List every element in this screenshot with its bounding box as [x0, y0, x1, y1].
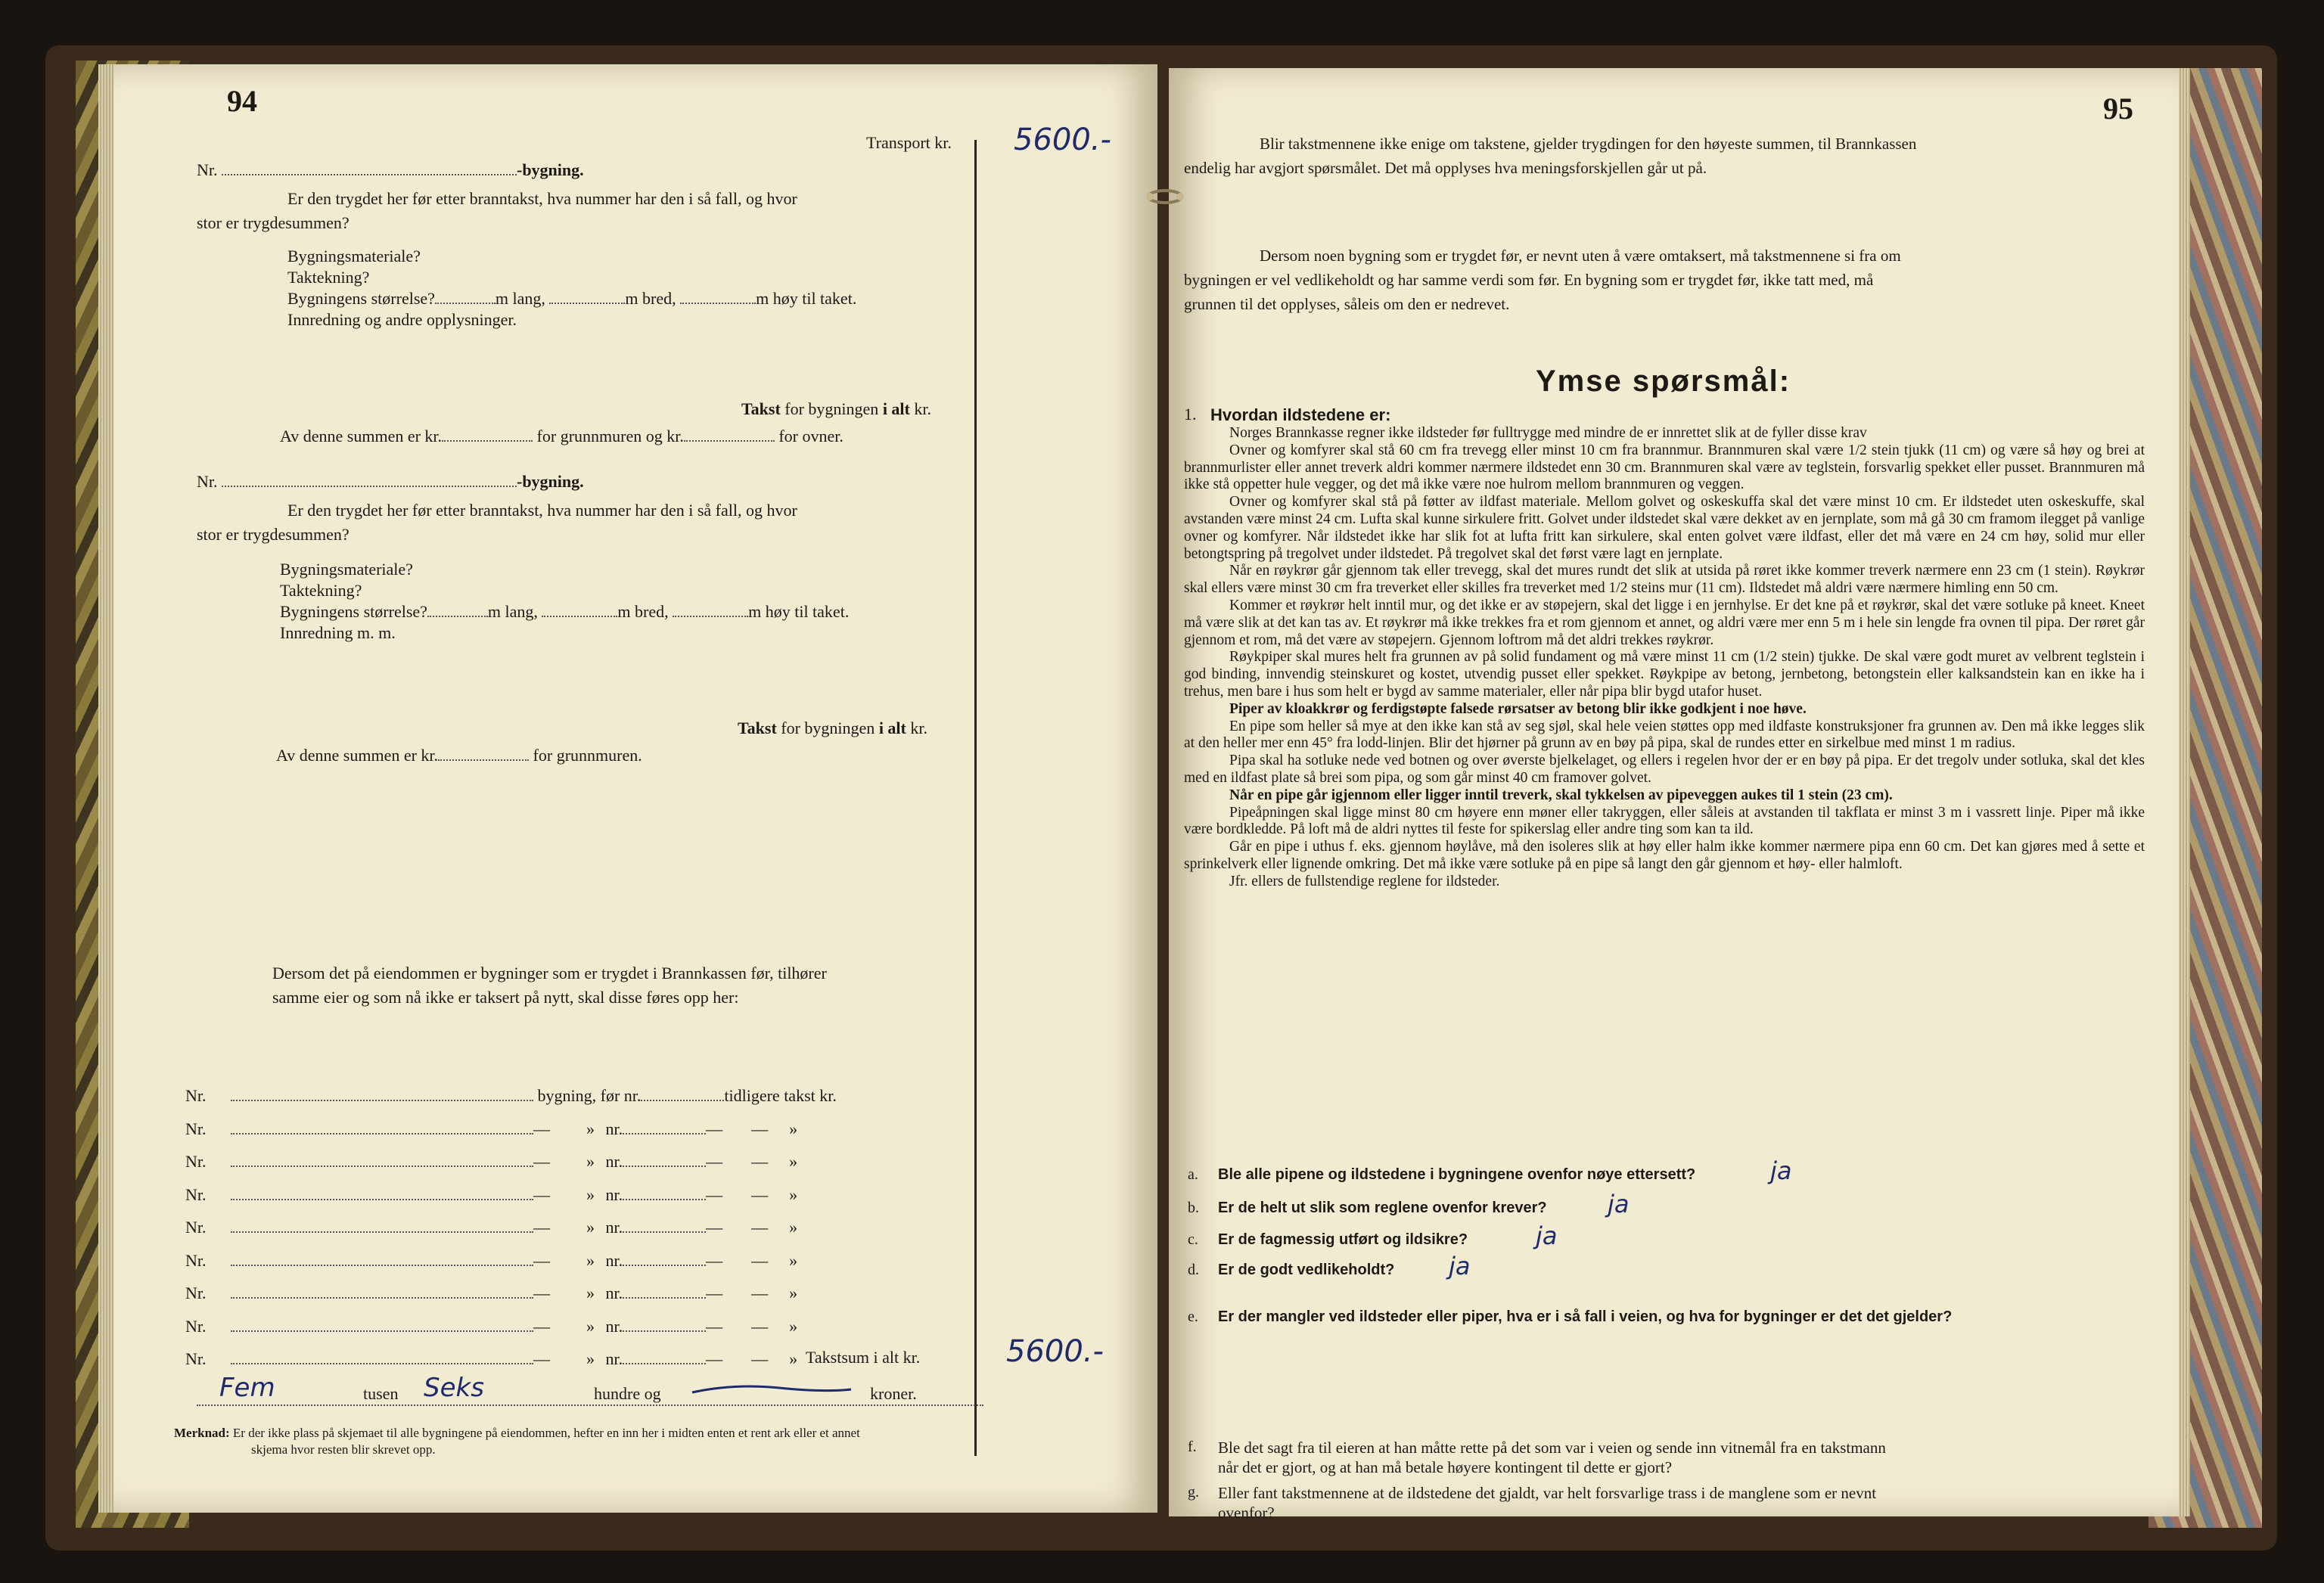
rule-paragraph: Norges Brannkasse regner ikke ildsteder før fulltrygge med mindre de er innrettet slik at de fyller disse krav [1229, 425, 1867, 441]
qa-answer: ja [1770, 1156, 1792, 1185]
width-label: m bred, [625, 289, 676, 308]
row-dots [231, 1363, 533, 1364]
row-dash: — [706, 1218, 723, 1237]
qc-letter: c. [1188, 1231, 1198, 1248]
row-dots [231, 1330, 533, 1332]
qg-text-1: Eller fant takstmennene at de ildstedene det gjaldt, var helt forsvarlige trass i de manglene som er nevnt [1218, 1484, 1877, 1502]
rule-paragraph: Piper av kloakkrør og ferdigstøpte falsede rørsatser av betong blir ikke godkjent i noe høve. [1229, 700, 1807, 717]
rule-paragraph: Når en pipe går igjennom eller ligger inntil treverk, skal tykkelsen av pipeveggen aukes til 1 stein (23 cm). [1229, 787, 1893, 803]
building2-material: Bygningsmateriale? [280, 560, 413, 579]
takst-kr: kr. [910, 719, 927, 737]
amount-words-dash [688, 1379, 855, 1401]
qd-text: Er de godt vedlikeholdt? [1218, 1262, 1395, 1278]
row-quote: » [586, 1184, 595, 1204]
row-nr-label: Nr. [185, 1086, 207, 1105]
ovner-label: for ovner. [778, 427, 844, 445]
length-label: m lang, [487, 602, 538, 621]
row-nr-label: Nr. [185, 1218, 207, 1237]
row-dash: — [751, 1119, 769, 1138]
qg-letter: g. [1188, 1484, 1199, 1501]
row-quote: » [586, 1152, 595, 1171]
row-nr2-label: nr. [601, 1218, 623, 1237]
row-dash: — [533, 1349, 550, 1368]
merknad-label: Merknad: [174, 1426, 230, 1440]
sum-label: Av denne summen er kr. [280, 427, 443, 445]
qb-answer: ja [1608, 1190, 1630, 1218]
building1-question-2: stor er trygdesummen? [197, 213, 350, 232]
row-dots [231, 1100, 533, 1101]
takstsum-label: Takstsum i alt kr. [806, 1348, 921, 1367]
previous-building-row [185, 1186, 804, 1204]
row-dash: — [533, 1283, 550, 1302]
building1-nr [197, 161, 584, 179]
qc-text: Er de fagmessig utført og ildsikre? [1218, 1231, 1468, 1248]
transport-label: Transport kr. [866, 133, 952, 152]
rule-paragraph: Ovner og komfyrer skal stå 60 cm fra trevegg eller minst 10 cm fra brannmur. Brannmuren skal være 1/2 stein tjukk (11 cm) og være så høy og brei at brannmurlister eller annet treverk aldri kommer nærmere ildstedet enn 30 cm. Brannmuren skal være av teglstein, forsvarlig spekket eller pusset. Brannmuren må ikke stå oppetter hule vegger, og det må ikke være noe hulrom mellom brannmuren og veggen. [1184, 442, 2145, 493]
row-nr-label: Nr. [185, 1349, 207, 1368]
row-quote: » [789, 1250, 798, 1270]
row-dots [623, 1231, 706, 1233]
row-nr2-label: nr. [601, 1316, 623, 1336]
row-quote: » [586, 1250, 595, 1270]
dots [684, 440, 775, 442]
previous-buildings-intro-2: samme eier og som nå ikke er taksert på nytt, skal disse føres opp her: [272, 988, 739, 1007]
qf-text-1: Ble det sagt fra til eieren at han måtte rette på det som var i veien og sende inn vitnemål fra en takstmann [1218, 1439, 1886, 1457]
row-dash: — [706, 1119, 723, 1138]
intro-line-1: Blir takstmennene ikke enige om takstene, gjelder trygdingen for den høyeste summen, til Brannkassen [1260, 135, 1917, 153]
takst-i-alt: i alt [882, 399, 910, 418]
qg-text-2: ovenfor? [1218, 1504, 1275, 1522]
row-nr-label: Nr. [185, 1152, 207, 1171]
rule-paragraph: Når en røykrør går gjennom tak eller trevegg, skal det mures rundt det slik at utsida på røret ikke kommer treverk nærmere enn 23 cm (1 stein). Røykrør skal ellers være minst 30 cm fra treverket eller skilles fra treverket med 1/2 steins mur (11 cm). Ildstedet må aldri være nærmere himling enn 50 cm. [1184, 563, 2145, 597]
row-nr2-label: nr. [601, 1184, 623, 1204]
rule-paragraph: Går en pipe i uthus f. eks. gjennom høylåve, må den isoleres slik at høy eller halm ikke kommer nærmere pipa enn 60 cm. Det kan gjøres med å sette et sprinkelverk eller lignende omkring. Det må ikke være sotluke på en pipe så langt den går gjennom et høy- eller halmloft. [1184, 839, 2145, 872]
merknad-text: Er der ikke plass på skjemaet til alle bygningene på eiendommen, hefter en inn her i midten enten et rent ark eller et annet [232, 1426, 860, 1440]
row-dots [623, 1265, 706, 1266]
row-nr2-label: nr. [601, 1349, 623, 1368]
row-dash: — [533, 1316, 550, 1336]
qa-text: Ble alle pipene og ildstedene i bygningene ovenfor nøye ettersett? [1218, 1166, 1696, 1183]
rule-paragraph: En pipe som heller så mye at den ikke kan stå av seg sjøl, skal hele veien støttes opp med ildfaste konstruksjoner fra grunnen av. Den må ikke legges slik at den heller mer enn 45° fra lodd-linjen. Blir det hjørner på grunn av en bøy på pipa, skal de rundes etter en sirkelbue med minst 1 m radius. [1184, 718, 2145, 752]
takst-for-building: for bygningen [785, 399, 879, 418]
dots [549, 303, 625, 304]
row-nr2-label: nr. [623, 1086, 642, 1105]
building1-type: -bygning. [517, 160, 584, 179]
previous-building-row [185, 1218, 804, 1237]
row-nr2-label: nr. [601, 1119, 623, 1138]
kroner-label: kroner. [870, 1384, 917, 1403]
row-dash: — [751, 1283, 769, 1302]
sum-breakdown-2 [276, 746, 642, 765]
amount-words-hundreds: Seks [424, 1373, 484, 1403]
row-dash: — [706, 1283, 723, 1302]
row-quote: » [586, 1218, 595, 1237]
row-quote: » [789, 1184, 798, 1204]
rule-paragraph: Pipa skal ha sotluke nede ved botnen og over øverste bjelkelaget, og ellers i regelen hvor der er en bøy på pipa. Er det tregolv under sotluka, skal det kles med en ildfast plate så brei som pipa, og som går minst 40 cm framover golvet. [1184, 753, 2145, 786]
row-nr-label: Nr. [185, 1316, 207, 1336]
row-dots [623, 1133, 706, 1134]
rule-paragraph: Kommer et røykrør helt inntil mur, og det ikke er av støpejern, skal det ligge i en jernhylse. Er det kne på et røykrør, skal det være sotluke på kneet. Kneet må være slik at det kan tas av. Et røykrør må ikke trekkes fra et rom gjennom et annet, og aldri være mer enn 5 m i hele sin lengde fra ovnen til pipa. Der røret går gjennom et rom, må det være av støpejern. Gjennom loftrom må det aldri trekkes røykrør. [1184, 597, 2145, 648]
tusen-label: tusen [363, 1384, 399, 1403]
row-nr2-label: nr. [601, 1250, 623, 1270]
building1-size [287, 290, 856, 308]
row-dash: — [751, 1184, 769, 1204]
row-dash: — [751, 1218, 769, 1237]
rule-paragraph: Ovner og komfyrer skal stå på føtter av ildfast materiale. Mellom golvet og oskeskuffa skal det være minst 10 cm. Er ildstedet uten oskeskuffe, skal avstanden være minst 24 cm. Lufta skal kunne sirkulere fritt. Golvet under ildstedet skal være dekket av en jernplate, som må gå 30 cm framom ilegget på vanlige ovner og komfyrer. Når ildstedet ikke har slik fot at lufta fritt kan sirkulere, skal enten golvet være ildfast, eller det må være en 24 cm høy, solid mur eller betongtspring på tregolvet under ildstedet. På tregolvet skal det først være lagt en jernplate. [1184, 494, 2145, 562]
takstsum-value: 5600.- [1006, 1334, 1104, 1369]
row-quote: » [586, 1283, 595, 1302]
omtaksert-line-2: bygningen er vel vedlikeholdt og har samme verdi som før. En bygning som er trygdet før, ikke tatt med, må [1184, 271, 1874, 289]
sum-breakdown-1 [280, 427, 844, 445]
row-dots [231, 1297, 533, 1299]
merknad-line-2: skjema hvor resten blir skrevet opp. [251, 1442, 436, 1457]
row-quote: » [586, 1119, 595, 1138]
page-number-left: 94 [227, 84, 257, 118]
omtaksert-line-1: Dersom noen bygning som er trygdet før, er nevnt uten å være omtaksert, må takstmennene si fra om [1260, 247, 1901, 265]
omtaksert-line-3: grunnen til det opplyses, såleis om den er nedrevet. [1184, 295, 1510, 313]
row-nr-label: Nr. [185, 1250, 207, 1270]
dots [673, 616, 748, 617]
row-dash: — [533, 1184, 550, 1204]
intro-line-2: endelig har avgjort spørsmålet. Det må opplyses hva meningsforskjellen går ut på. [1184, 159, 1707, 177]
row-dots [623, 1166, 706, 1167]
q1-title: Hvordan ildstedene er: [1210, 405, 1391, 424]
building2-type: -bygning. [517, 472, 584, 491]
height-label: m høy til taket. [756, 289, 857, 308]
dots [435, 303, 496, 304]
previous-building-row [185, 1153, 804, 1171]
dots [438, 759, 529, 761]
row-dash: — [751, 1250, 769, 1270]
grunnmur-label: for grunnmuren og kr. [536, 427, 684, 445]
dots [680, 303, 756, 304]
takst-i-alt: i alt [878, 719, 906, 737]
row-nr-label: Nr. [185, 1184, 207, 1204]
building1-question: Er den trygdet her før etter branntakst, hva nummer har den i så fall, og hvor [287, 189, 797, 208]
building1-dotted [222, 174, 517, 175]
row-quote: » [586, 1316, 595, 1336]
building1-size-label: Bygningens størrelse? [287, 289, 435, 308]
row-dots [231, 1166, 533, 1167]
grunnmur-label: for grunnmuren. [533, 746, 642, 765]
takst-word: Takst [738, 719, 777, 737]
height-label: m høy til taket. [748, 602, 850, 621]
row-dash: — [533, 1218, 550, 1237]
q1-number: 1. [1184, 405, 1197, 424]
qd-answer: ja [1449, 1252, 1471, 1280]
binding-stitch [1142, 185, 1188, 208]
row-nr-label: Nr. [185, 1119, 207, 1138]
building2-dotted [222, 486, 517, 487]
row-dots [623, 1297, 706, 1299]
qb-text: Er de helt ut slik som reglene ovenfor krever? [1218, 1200, 1547, 1216]
row-tidligere-label: tidligere takst kr. [724, 1086, 837, 1105]
row-dash: — [751, 1349, 769, 1368]
row-quote: » [789, 1316, 798, 1336]
building2-roof: Taktekning? [280, 581, 362, 600]
previous-building-row [185, 1284, 804, 1302]
fire-rules-text [1184, 425, 2145, 891]
takst-total-2 [738, 719, 927, 737]
dots [427, 616, 488, 617]
building2-interior: Innredning m. m. [280, 623, 396, 642]
row-bygning-label: bygning, før [533, 1086, 624, 1105]
row-nr2-label: nr. [601, 1283, 623, 1302]
row-dash: — [706, 1250, 723, 1270]
qd-letter: d. [1188, 1262, 1199, 1278]
previous-building-row [185, 1318, 804, 1336]
building1-nr-label: Nr. [197, 160, 218, 179]
building1-roof: Taktekning? [287, 268, 370, 287]
building2-size [280, 603, 849, 621]
section-heading: Ymse spørsmål: [1536, 365, 1791, 398]
row-quote: » [789, 1218, 798, 1237]
qe-text: Er der mangler ved ildsteder eller piper, hva er i så fall i veien, og hva for bygninger er det det gjelder? [1218, 1308, 1953, 1325]
row-dots [641, 1100, 724, 1101]
building2-size-label: Bygningens størrelse? [280, 602, 427, 621]
row-dash: — [533, 1152, 550, 1171]
takst-for-building: for bygningen [781, 719, 875, 737]
qc-answer: ja [1536, 1221, 1558, 1250]
width-label: m bred, [617, 602, 669, 621]
amount-column-rule [974, 140, 977, 1456]
amount-words-thousands: Fem [219, 1373, 275, 1403]
row-dash: — [706, 1349, 723, 1368]
row-dash: — [751, 1316, 769, 1336]
building1-material: Bygningsmateriale? [287, 247, 421, 265]
previous-building-row [185, 1350, 804, 1368]
page-number-right: 95 [2103, 92, 2133, 126]
qe-letter: e. [1188, 1308, 1198, 1325]
previous-building-row [185, 1087, 837, 1105]
row-dots [231, 1231, 533, 1233]
row-dots [623, 1363, 706, 1364]
rule-paragraph: Røykpiper skal mures helt fra grunnen av på solid fundament og må være minst 11 cm (1/2 stein) tjukke. De skal være godt muret av velbrent teglstein i god binding, innvendig steinskuret og kostet, utvendig pusset eller spekket. Røykpipe av betong, jernbetong, betongstein eller kalksandstein kan en ikke ha i trehus, men bare i hus som helt er bygd av samme materialer, eller når pipa blir bygd utafor huset. [1184, 649, 2145, 700]
qf-letter: f. [1188, 1439, 1197, 1455]
transport-value: 5600.- [1014, 123, 1111, 157]
row-dash: — [706, 1152, 723, 1171]
row-dash: — [533, 1119, 550, 1138]
rule-paragraph: Pipeåpningen skal ligge minst 80 cm høyere enn møner eller takryggen, eller såleis at avstanden til takflata er minst 3 m i vassrett linje. Piper må ikke være bordkledde. På loft må de aldri nyttes til feste for spikerslag eller andre ting som kan ta ild. [1184, 804, 2145, 838]
words-line [197, 1405, 983, 1406]
takst-word: Takst [741, 399, 781, 418]
rule-paragraph: Jfr. ellers de fullstendige reglene for ildsteder. [1229, 873, 1500, 889]
row-quote: » [789, 1283, 798, 1302]
sum-label: Av denne summen er kr. [276, 746, 439, 765]
qb-letter: b. [1188, 1200, 1199, 1216]
row-dots [231, 1265, 533, 1266]
takst-kr: kr. [914, 399, 931, 418]
left-page [113, 64, 1157, 1513]
building2-question-2: stor er trygdesummen? [197, 525, 350, 544]
row-quote: » [586, 1349, 595, 1368]
row-quote: » [789, 1152, 798, 1171]
takst-total-1 [741, 400, 931, 418]
previous-building-row [185, 1120, 804, 1138]
merknad-line-1 [174, 1426, 860, 1441]
row-nr2-label: nr. [601, 1152, 623, 1171]
building1-interior: Innredning og andre opplysninger. [287, 310, 517, 329]
row-nr-label: Nr. [185, 1283, 207, 1302]
building2-nr-label: Nr. [197, 472, 218, 491]
row-dash: — [706, 1316, 723, 1336]
length-label: m lang, [495, 289, 545, 308]
row-dots [231, 1199, 533, 1200]
qa-letter: a. [1188, 1166, 1198, 1183]
row-quote: » [789, 1349, 798, 1368]
row-dots [231, 1133, 533, 1134]
right-page [1169, 68, 2179, 1522]
hundre-label: hundre og [594, 1384, 661, 1403]
row-dash: — [751, 1152, 769, 1171]
building2-nr [197, 473, 584, 491]
row-dash: — [706, 1184, 723, 1204]
previous-building-row [185, 1252, 804, 1270]
previous-buildings-intro: Dersom det på eiendommen er bygninger som er trygdet i Brannkassen før, tilhører [272, 964, 827, 982]
row-quote: » [789, 1119, 798, 1138]
row-dash: — [533, 1250, 550, 1270]
building2-question: Er den trygdet her før etter branntakst, hva nummer har den i så fall, og hvor [287, 501, 797, 520]
dots [442, 440, 533, 442]
row-dots [623, 1330, 706, 1332]
qf-text-2: når det er gjort, og at han må betale høyere kontingent til dette er gjort? [1218, 1458, 1673, 1476]
row-dots [623, 1199, 706, 1200]
dots [542, 616, 617, 617]
